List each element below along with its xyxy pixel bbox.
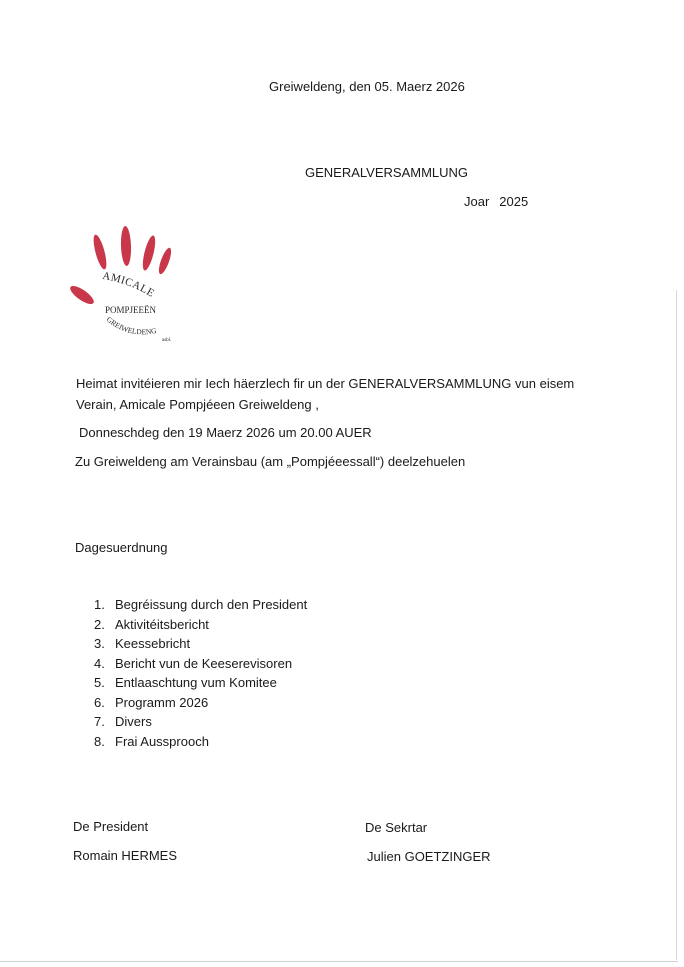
amicale-logo bbox=[62, 216, 186, 346]
agenda-item-number: 2. bbox=[94, 616, 105, 632]
agenda-item bbox=[94, 656, 307, 676]
page-edge-right bbox=[676, 290, 677, 960]
agenda-heading: Dagesuerdnung bbox=[75, 540, 168, 555]
year-line bbox=[464, 194, 528, 210]
agenda-item-number: 7. bbox=[94, 714, 105, 729]
secretary-name: Julien GOETZINGER bbox=[367, 849, 491, 864]
logo-text-amicale: AMICALE bbox=[101, 270, 157, 300]
page-edge-bottom bbox=[0, 961, 678, 962]
date-line: Greiweldeng, den 05. Maerz 2026 bbox=[269, 79, 465, 94]
agenda-item-number: 5. bbox=[94, 675, 105, 690]
agenda-item bbox=[94, 695, 307, 715]
intro-line-1: Heimat invitéieren mir Iech häerzlech fir un der GENERALVERSAMMLUNG vun eisem bbox=[76, 376, 575, 391]
meeting-date-time: Donneschdeg den 19 Maerz 2026 um 20.00 AUER bbox=[79, 425, 372, 440]
president-role: De President bbox=[73, 819, 149, 834]
agenda-item-number: 8. bbox=[94, 733, 105, 749]
agenda-item-number: 4. bbox=[94, 655, 105, 671]
agenda-item-text: Keessebricht bbox=[115, 636, 191, 651]
agenda-item bbox=[94, 714, 307, 734]
intro-line-2: Verain, Amicale Pompjéeen Greiweldeng , bbox=[76, 397, 319, 412]
agenda-item-number: 6. bbox=[94, 694, 105, 710]
logo-text-asbl: asbl. bbox=[162, 338, 172, 343]
letter-title: GENERALVERSAMMLUNG bbox=[305, 165, 469, 180]
agenda-item-text: Begréissung durch den President bbox=[115, 597, 308, 612]
meeting-location: Zu Greiweldeng am Verainsbau (am „Pompjéeessall“) deelzehuelen bbox=[75, 454, 466, 469]
agenda-item bbox=[94, 617, 307, 637]
agenda-item-text: Frai Aussprooch bbox=[115, 733, 209, 749]
agenda-item bbox=[94, 675, 307, 695]
agenda-item-text: Bericht vun de Keeserevisoren bbox=[115, 655, 293, 671]
year-value: 2025 bbox=[499, 194, 529, 209]
year-label: Joar bbox=[464, 194, 490, 209]
agenda-item-text: Divers bbox=[115, 714, 152, 729]
logo-text-greiweldeng: GREIWELDENG bbox=[104, 314, 158, 337]
agenda-item-number: 3. bbox=[94, 636, 105, 651]
agenda-item-number: 1. bbox=[94, 597, 105, 612]
agenda-item bbox=[94, 734, 307, 754]
president-name: Romain HERMES bbox=[73, 848, 178, 863]
agenda-item-text: Aktivitéitsbericht bbox=[115, 616, 209, 632]
agenda-item bbox=[94, 597, 307, 617]
secretary-role: De Sekrtar bbox=[365, 820, 428, 835]
agenda-item-text: Entlaaschtung vum Komitee bbox=[115, 675, 277, 690]
agenda-item-text: Programm 2026 bbox=[115, 694, 209, 710]
agenda-list bbox=[94, 597, 307, 753]
agenda-item bbox=[94, 636, 307, 656]
logo-text-pompjeeen: POMPJEEËN bbox=[105, 305, 157, 315]
hand-drops-icon bbox=[68, 226, 174, 307]
